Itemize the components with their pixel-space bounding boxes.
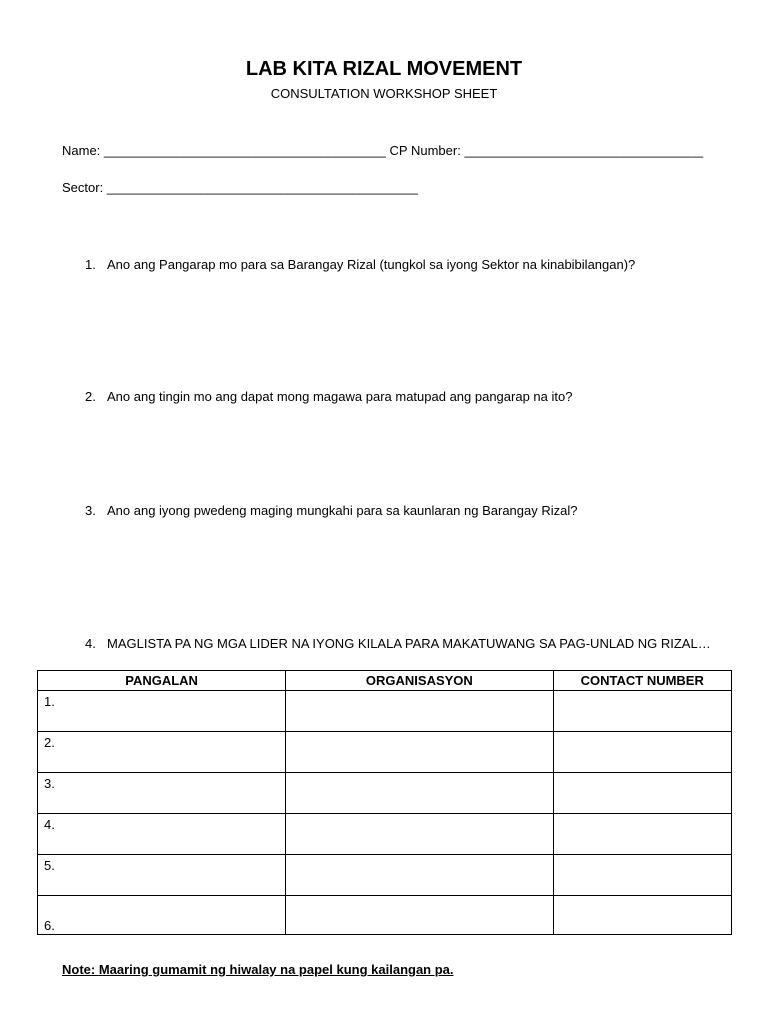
question-text: Ano ang Pangarap mo para sa Barangay Rizal (tungkol sa iyong Sektor na kinabibilangan)? (107, 257, 636, 272)
name-and-cp-line (62, 143, 703, 158)
question-1 (85, 257, 725, 272)
question-text: Ano ang tingin mo ang dapat mong magawa para matupad ang pangarap na ito? (107, 389, 573, 404)
name-blank[interactable]: _______________________________________ (103, 143, 386, 158)
organization-cell[interactable] (286, 773, 553, 814)
sector-line (62, 180, 418, 195)
contact-number-cell[interactable] (553, 691, 732, 732)
name-cell[interactable]: 4. (38, 814, 286, 855)
name-label: Name: (62, 143, 101, 158)
contact-number-cell[interactable] (553, 896, 732, 935)
document-subtitle: CONSULTATION WORKSHOP SHEET (270, 86, 498, 101)
leaders-table (37, 670, 732, 935)
sector-label: Sector: (62, 180, 104, 195)
name-cell[interactable]: 2. (38, 732, 286, 773)
question-2 (85, 389, 725, 404)
table-row (38, 732, 732, 773)
table-row (38, 814, 732, 855)
question-number: 4. (85, 636, 96, 651)
question-3 (85, 503, 725, 518)
question-number: 1. (85, 257, 96, 272)
footer-note: Note: Maaring gumamit ng hiwalay na papel kung kailangan pa. (62, 962, 454, 977)
contact-number-cell[interactable] (553, 732, 732, 773)
column-header-pangalan: PANGALAN (38, 671, 286, 691)
question-number: 3. (85, 503, 96, 518)
organization-cell[interactable] (286, 814, 553, 855)
name-cell[interactable]: 1. (38, 691, 286, 732)
contact-number-cell[interactable] (553, 814, 732, 855)
column-header-contact-number: CONTACT NUMBER (553, 671, 732, 691)
name-cell[interactable]: 6. (38, 896, 286, 935)
cp-number-label: CP Number: (389, 143, 461, 158)
question-text: Ano ang iyong pwedeng maging mungkahi para sa kaunlaran ng Barangay Rizal? (107, 503, 578, 518)
name-cell[interactable]: 3. (38, 773, 286, 814)
table-row (38, 773, 732, 814)
table-header-row (38, 671, 732, 691)
contact-number-cell[interactable] (553, 773, 732, 814)
table-row (38, 855, 732, 896)
organization-cell[interactable] (286, 855, 553, 896)
table-row (38, 691, 732, 732)
organization-cell[interactable] (286, 896, 553, 935)
organization-cell[interactable] (286, 732, 553, 773)
question-4 (85, 636, 725, 651)
name-cell[interactable]: 5. (38, 855, 286, 896)
question-text: MAGLISTA PA NG MGA LIDER NA IYONG KILALA PARA MAKATUWANG SA PAG-UNLAD NG RIZAL… (107, 636, 711, 651)
sector-blank[interactable]: ___________________________________________ (106, 180, 418, 195)
question-number: 2. (85, 389, 96, 404)
organization-cell[interactable] (286, 691, 553, 732)
document-title: LAB KITA RIZAL MOVEMENT (245, 58, 523, 80)
cp-number-blank[interactable]: _________________________________ (464, 143, 704, 158)
column-header-organisasyon: ORGANISASYON (286, 671, 553, 691)
contact-number-cell[interactable] (553, 855, 732, 896)
table-row (38, 896, 732, 935)
